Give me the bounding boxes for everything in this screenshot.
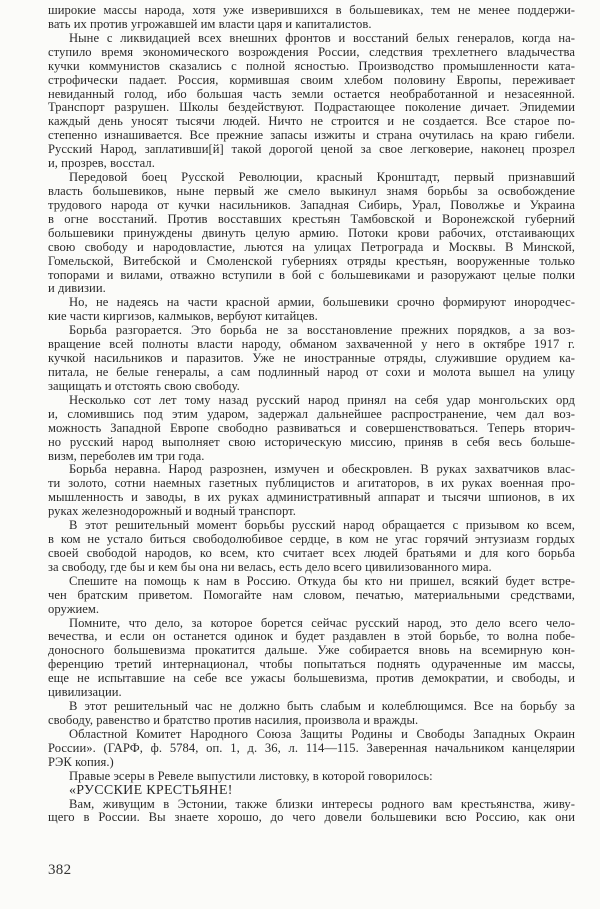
text-line: но русский народ выполняет свою историческую миссию, приняв в себя весь больше- <box>48 434 575 449</box>
paragraph <box>48 519 575 575</box>
text-line: свою свободу и народовластие, льются на улицах Петрограда и Москвы. В Минской, <box>48 239 575 254</box>
text-line: кие части киргизов, калмыков, вербуют китайцев. <box>48 309 318 324</box>
text-line: Но, не надеясь на части красной армии, большевики срочно формируют инородчес- <box>69 295 575 310</box>
text-line: Транспорт разрушен. Школы бездействуют. Подрастающее поколение дичает. Эпидемии <box>48 100 575 115</box>
paragraph <box>48 296 575 324</box>
paragraph <box>48 770 575 784</box>
text-line: свободу, равенство и братство против насилия, произвола и вражды. <box>48 713 419 728</box>
text-line: вать их против угрожавшей им власти царя и капиталистов. <box>48 16 372 31</box>
text-line: щего в России. Вы знаете хорошо, до чего довели большевики всю Россию, как они <box>48 810 575 825</box>
text-line: чен братским приветом. Помогайте нам словом, печатью, материальными средствами, <box>48 587 575 602</box>
paragraph <box>48 324 575 394</box>
text-line: и дивизии. <box>48 281 106 296</box>
text-line: каждый день уносят тысячи людей. Ничто не строится и не создается. Все старое по- <box>48 114 575 129</box>
text-line: Ныне с ликвидацией всех внешних фронтов и восстаний белых генералов, когда на- <box>69 30 575 45</box>
text-line: питала, не белые генералы, а сам подлинный народ от сохи и молота вышел на улицу <box>48 364 575 379</box>
text-line: защищать и отстоять свою свободу. <box>48 378 240 393</box>
paragraph <box>48 4 575 32</box>
text-line: широкие массы народа, хотя уже изверившихся в большевиках, тем не менее поддержи- <box>48 3 575 17</box>
text-line: строфически падает. Россия, кормившая своим хлебом половину Европы, переживает <box>48 72 575 87</box>
document-page <box>48 4 575 825</box>
text-line: за свободу, где бы и кем бы она ни велась, есть дело всего цивилизованного мира. <box>48 559 492 574</box>
text-line: Передовой боец Русской Революции, красный Кронштадт, первый признавший <box>69 170 575 185</box>
text-line: мышленность и заводы, в их руках административный аппарат и тысячи шпионов, в их <box>48 490 575 505</box>
text-line: и, сломившись под этим ударом, задержал дальнейшее распространение, чем дал воз- <box>48 406 575 421</box>
text-line: кучки коммунистов сказались с полной ясностью. Производство промышленности ката- <box>48 58 575 73</box>
paragraph <box>48 700 575 728</box>
text-line: ступило время экономического возрождения России, следствия трехлетнего владычества <box>48 44 575 59</box>
text-line: России». (ГАРФ, ф. 5784, оп. 1, д. 36, л. 114—115. Заверенная начальником канцелярии <box>48 740 575 755</box>
text-line: руках железнодорожный и водный транспорт. <box>48 504 296 519</box>
text-line: в ком не устало биться свободолюбивое сердце, в ком не угас горячий энтузиазм гордых <box>48 532 575 547</box>
text-line: ференцию третий интернационал, чтобы попытаться поднять одураченные им массы, <box>48 657 575 672</box>
text-line: Борьба неравна. Народ разрознен, измучен и обескровлен. В руках захватчиков влас- <box>69 462 575 477</box>
text-line: Гомельской, Витебской и Смоленской губерниях отряды крестьян, вооруженные только <box>48 253 575 268</box>
text-line: оружием. <box>48 601 100 616</box>
paragraph <box>48 617 575 701</box>
paragraph <box>48 575 575 617</box>
text-line: Вам, живущим в Эстонии, также близки интересы родного вам крестьянства, живу- <box>69 796 575 811</box>
text-line: и, прозрев, восстал. <box>48 156 155 171</box>
text-line: «РУССКИЕ КРЕСТЬЯНЕ! <box>69 782 233 798</box>
text-line: своей свободой народов, ко всем, кто считает всех людей братьями и для кого борьба <box>48 545 575 560</box>
text-line: власть большевиков, ныне первый же смело выкинул знамя борьбы за освобождение <box>48 183 575 198</box>
text-line: невиданный голод, ибо большая часть земли остается необработанной и незасеянной. <box>48 86 575 101</box>
text-line: большевики принуждены двинуть целую армию. Потоки крови рабочих, отстаивающих <box>48 225 575 240</box>
text-line: трудового народа от кучки насильников. Западная Сибирь, Урал, Поволжье и Украина <box>48 197 575 212</box>
text-line: степенно изнашивается. Все прежние запасы изжиты и страна очутилась на краю гибели. <box>48 128 575 143</box>
text-line: цивилизации. <box>48 685 122 700</box>
text-line: РЭК копия.) <box>48 754 114 769</box>
paragraph <box>48 171 575 296</box>
text-line: Помните, что дело, за которое борется сейчас русский народ, это дело всего чело- <box>69 615 575 630</box>
text-line: визм, переболев им три года. <box>48 448 205 463</box>
page-number: 382 <box>48 862 72 878</box>
text-line: в огне восстаний. Против восставших крестьян Тамбовской и Воронежской губерний <box>48 211 575 226</box>
text-line: Областной Комитет Народного Союза Защиты Родины и Свободы Западных Окраин <box>69 726 575 741</box>
text-line: Несколько сот лет тому назад русский народ принял на себя удар монгольских орд <box>69 392 575 407</box>
paragraph <box>48 728 575 770</box>
text-line: Спешите на помощь к нам в Россию. Откуда бы кто ни пришел, всякий будет встре- <box>69 573 575 588</box>
text-line: вращение всей полноты власти народу, обманом захваченной у него в октябре 1917 г. <box>48 337 575 352</box>
text-line: доносного большевизма прокатится дальше. Уже собирается вновь на всемирную кон- <box>48 643 575 658</box>
text-line: Правые эсеры в Ревеле выпустили листовку, в которой говорилось: <box>69 768 433 783</box>
text-line: Борьба разгорается. Это борьба не за восстановление прежних порядков, а за воз- <box>69 323 575 338</box>
paragraph <box>48 798 575 826</box>
text-line: можность Западной Европе свободно развиваться и совершенствоваться. Теперь вторич- <box>48 420 575 435</box>
paragraph <box>48 32 575 171</box>
paragraph <box>48 394 575 464</box>
leaflet-heading <box>48 784 575 798</box>
text-line: ти золото, сотни наемных газетных публицистов и агитаторов, в их руках военная про- <box>48 476 575 491</box>
text-line: вечества, и если он останется одинок и будет раздавлен в этой борьбе, то волна побе- <box>48 629 575 644</box>
text-line: еще не испытавшие на себе все ужасы большевизма, против демократии, и свободы, и <box>48 671 575 686</box>
text-line: топорами и вилами, отважно вступили в бой с большевиками и разоружают целые полки <box>48 267 575 282</box>
text-line: В этот решительный час не должно быть слабым и колеблющимся. Все на борьбу за <box>69 699 575 714</box>
text-line: В этот решительный момент борьбы русский народ обращается с призывом ко всем, <box>69 518 575 533</box>
text-line: кучкой насильников и паразитов. Уже не иностранные отряды, служившие орудием ка- <box>48 351 575 366</box>
paragraph <box>48 463 575 519</box>
text-line: Русский Народ, заплативши[й] такой дорогой ценой за свое легковерие, наконец прозрел <box>48 142 575 157</box>
